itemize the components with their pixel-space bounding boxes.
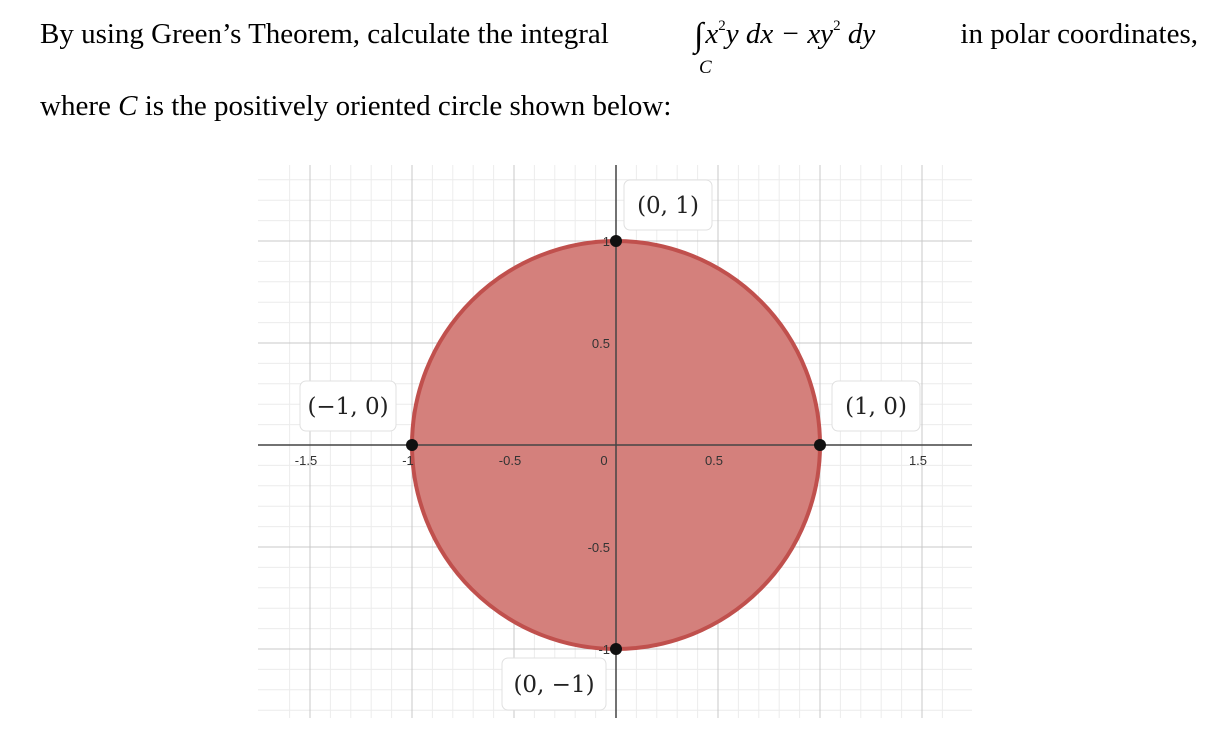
x-tick-label: -0.5 (498, 453, 522, 468)
line2-start: where (40, 90, 119, 122)
line2-end: is the positively oriented circle shown below: (137, 90, 672, 122)
y-tick-label: 0.5 (591, 336, 610, 351)
contour-subscript: C (699, 57, 712, 78)
integral-sign: ∫ (694, 17, 704, 54)
integral-exp-2: 2 (833, 18, 841, 34)
point-label: (0, −1) (513, 672, 595, 698)
x-tick-label: -1 (402, 453, 414, 468)
tail-in: in polar coordinates, (960, 18, 1198, 50)
lead-text: By using Green’s Theorem, calculate the integral (40, 18, 609, 50)
x-tick-label: 0 (600, 453, 608, 468)
integral-term-x: x (705, 18, 719, 50)
y-tick-label: 1 (602, 234, 610, 249)
x-tick-label: 1.5 (908, 453, 928, 468)
x-tick-label: -1.5 (294, 453, 318, 468)
point-marker (814, 439, 826, 451)
point-label: (1, 0) (845, 394, 907, 420)
point-label: (0, 1) (637, 193, 699, 219)
y-tick-label: -0.5 (587, 540, 610, 555)
point-label: (−1, 0) (307, 394, 389, 420)
point-marker (610, 643, 622, 655)
integral-term-dy: dy (847, 18, 876, 50)
x-tick-label: 0.5 (704, 453, 724, 468)
point-marker (610, 235, 622, 247)
integral-term-mid: y dx − xy (725, 18, 834, 50)
line2-var: C (118, 90, 138, 122)
integral-exp-1: 2 (718, 18, 726, 34)
point-marker (406, 439, 418, 451)
y-tick-label: -1 (598, 642, 610, 657)
